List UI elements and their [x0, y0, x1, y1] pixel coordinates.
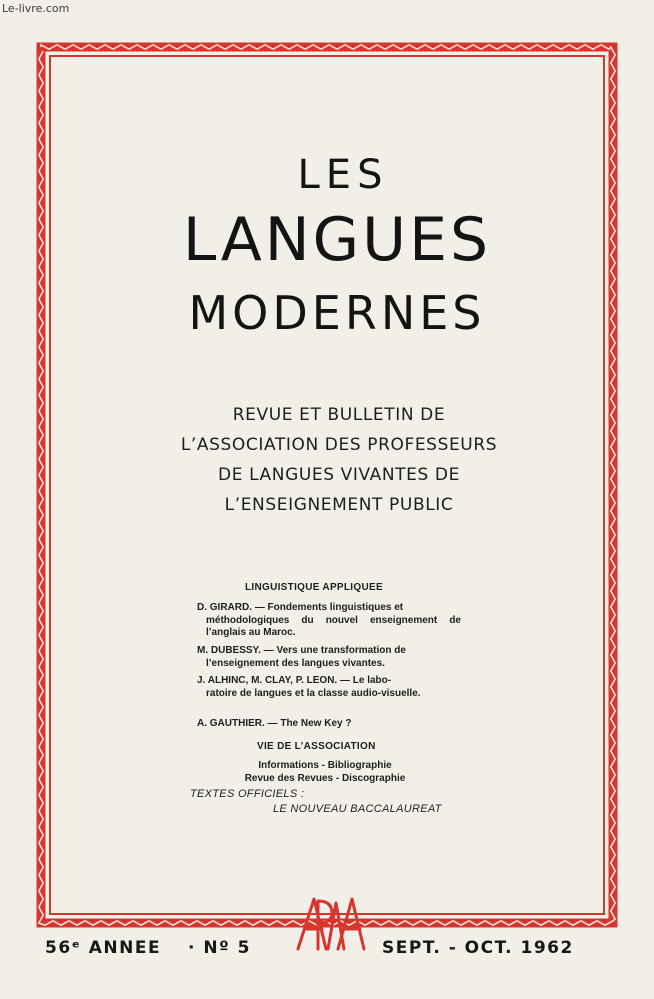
title-les: LES	[297, 152, 389, 198]
footer-numero: · Nº 5	[188, 938, 251, 958]
contents-entry	[197, 602, 461, 640]
textes-label: TEXTES OFFICIELS :	[190, 788, 305, 800]
footer-annee: 56ᵉ ANNEE	[45, 938, 162, 958]
section-heading-vie: VIE DE L’ASSOCIATION	[257, 741, 376, 752]
entry-rest: l’enseignement des langues vivantes.	[206, 657, 385, 669]
subtitle-line: REVUE ET BULLETIN DE	[232, 405, 446, 425]
contents-entry	[197, 718, 461, 731]
contents-entry	[197, 675, 461, 700]
section-heading-linguistique: LINGUISTIQUE APPLIQUEE	[245, 582, 383, 593]
entry-rest: ratoire de langues et la classe audio-visuelle.	[206, 687, 421, 699]
watermark: Le-livre.com	[2, 2, 70, 15]
title-modernes: MODERNES	[188, 286, 486, 340]
subtitle	[0, 400, 654, 520]
textes-value: LE NOUVEAU BACCALAUREAT	[273, 803, 442, 815]
entry-first-line: M. DUBESSY. — Vers une transformation de	[197, 645, 406, 656]
entry-first-line: D. GIRARD. — Fondements linguistiques et	[197, 602, 404, 613]
vie-item: Informations - Bibliographie	[258, 760, 392, 771]
contents-entry	[197, 645, 461, 670]
apelv-monogram-icon	[292, 893, 372, 953]
subtitle-line: L’ASSOCIATION DES PROFESSEURS	[180, 435, 498, 455]
footer-date: SEPT. - OCT. 1962	[382, 938, 574, 958]
subtitle-line: DE LANGUES VIVANTES DE	[218, 465, 460, 485]
entry-first-line: J. ALHINC, M. CLAY, P. LEON. — Le labo-	[197, 675, 392, 686]
entry-rest: méthodologiques du nouvel enseignement de l’anglais au Maroc.	[206, 614, 461, 638]
title-langues: LANGUES	[182, 205, 492, 275]
subtitle-line: L’ENSEIGNEMENT PUBLIC	[224, 495, 454, 515]
vie-item: Revue des Revues - Discographie	[244, 772, 406, 784]
vie-items	[175, 760, 475, 785]
entry-first-line: A. GAUTHIER. — The New Key ?	[197, 718, 352, 729]
